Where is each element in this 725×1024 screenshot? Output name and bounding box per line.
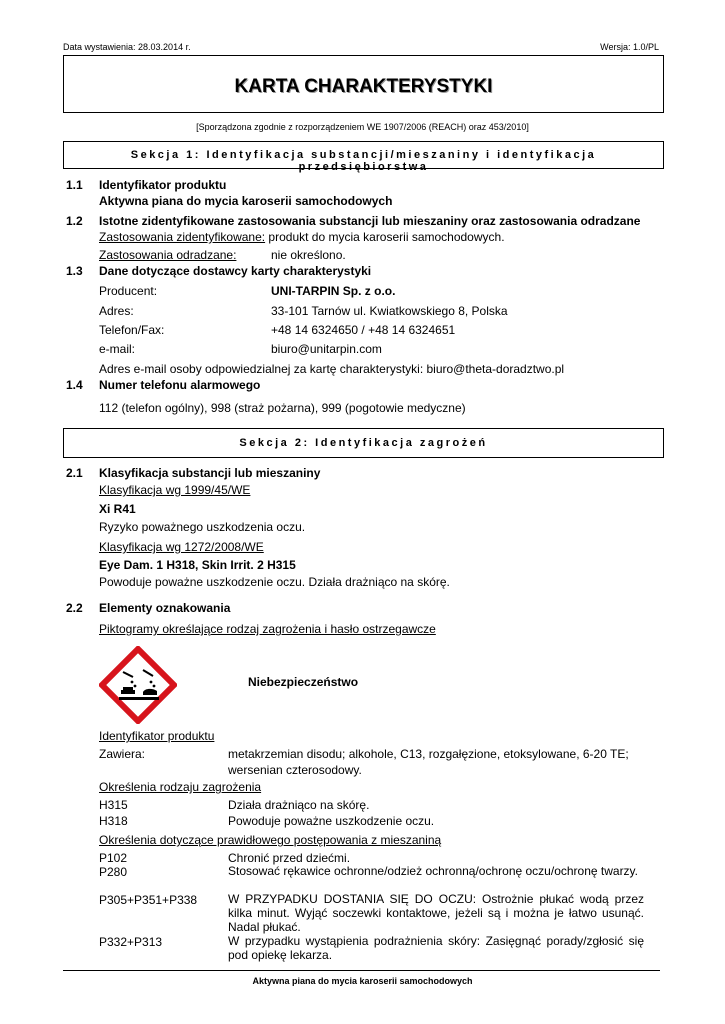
- responsible-email: Adres e-mail osoby odpowiedzialnej za kartę charakterystyki: biuro@theta-doradztwo.pl: [99, 362, 565, 376]
- precaution-text: Chronić przed dziećmi.: [228, 851, 351, 865]
- s11-title: Identyfikator produktu: [99, 178, 227, 192]
- class-1999-desc: Ryzyko poważnego uszkodzenia oczu.: [99, 520, 306, 534]
- address-label: Adres:: [99, 304, 134, 318]
- precaution-text: Stosować rękawice ochronne/odzież ochronną/ochronę oczu/ochronę twarzy.: [228, 864, 639, 878]
- s14-title: Numer telefonu alarmowego: [99, 378, 261, 392]
- page-title: KARTA CHARAKTERYSTYKI: [234, 76, 493, 97]
- precaution-text: W przypadku wystąpienia podrażnienia skóry: Zasięgnąć porady/zgłosić się pod opiekę lekarza.: [228, 934, 644, 962]
- hazard-code: H315: [99, 798, 128, 812]
- class-1999-code: Xi R41: [99, 502, 136, 516]
- precaution-code: P102: [99, 851, 128, 865]
- class-1272-code: Eye Dam. 1 H318, Skin Irrit. 2 H315: [99, 558, 296, 572]
- title-box: [63, 55, 664, 113]
- email-value: biuro@unitarpin.com: [271, 342, 382, 356]
- ghs-corrosion-icon: [99, 646, 177, 724]
- identified-uses: [99, 229, 505, 245]
- s14-num: 1.4: [66, 378, 83, 392]
- product-name: Aktywna piana do mycia karoserii samochodowych: [99, 194, 393, 208]
- s21-num: 2.1: [66, 466, 83, 480]
- advised-against-label: Zastosowania odradzane:: [99, 248, 237, 262]
- class-1999-label: Klasyfikacja wg 1999/45/WE: [99, 483, 251, 497]
- contains-label: Zawiera:: [99, 747, 146, 761]
- address-value: 33-101 Tarnów ul. Kwiatkowskiego 8, Polska: [271, 304, 508, 318]
- issue-date: Data wystawienia: 28.03.2014 r.: [63, 42, 191, 52]
- s12-num: 1.2: [66, 214, 83, 228]
- identified-uses-label: Zastosowania zidentyfikowane:: [99, 230, 266, 244]
- hazard-text: Działa drażniąco na skórę.: [228, 798, 370, 812]
- s21-title: Klasyfikacja substancji lub mieszaniny: [99, 466, 321, 480]
- section-1-header: [63, 141, 664, 173]
- regulation-note: [Sporządzona zgodnie z rozporządzeniem WE 1907/2006 (REACH) oraz 453/2010]: [196, 122, 529, 132]
- precaution-text: W PRZYPADKU DOSTANIA SIĘ DO OCZU: Ostrożnie płukać wodą przez kilka minut. Wyjąć soczewki kontaktowe, jeżeli są i można je łatwo usunąć. Nadal płukać.: [228, 892, 644, 934]
- s13-title: Dane dotyczące dostawcy karty charakterystyki: [99, 264, 372, 278]
- producer-label: Producent:: [99, 284, 158, 298]
- section-1-title: Sekcja 1: Identyfikacja substancji/mieszaniny i identyfikacja przedsiębiorstwa: [130, 149, 597, 173]
- s11-num: 1.1: [66, 178, 83, 192]
- section-2-header: [63, 428, 664, 458]
- footer-divider: [63, 970, 660, 971]
- phone-value: +48 14 6324650 / +48 14 6324651: [271, 323, 456, 337]
- s13-num: 1.3: [66, 264, 83, 278]
- precaution-code: P332+P313: [99, 935, 163, 949]
- signal-word: Niebezpieczeństwo: [248, 675, 359, 689]
- product-id-label: Identyfikator produktu: [99, 729, 215, 743]
- phone-label: Telefon/Fax:: [99, 323, 165, 337]
- identified-uses-value: produkt do mycia karoserii samochodowych.: [265, 230, 505, 244]
- pictogram-label: Piktogramy określające rodzaj zagrożenia i hasło ostrzegawcze: [99, 622, 436, 636]
- section-2-title: Sekcja 2: Identyfikacja zagrożeń: [239, 437, 488, 449]
- emergency-numbers: 112 (telefon ogólny), 998 (straż pożarna), 999 (pogotowie medyczne): [99, 401, 466, 415]
- advised-against-value: nie określono.: [271, 248, 346, 262]
- email-label: e-mail:: [99, 342, 136, 356]
- hazard-code: H318: [99, 814, 128, 828]
- s22-title: Elementy oznakowania: [99, 601, 231, 615]
- precaution-code: P280: [99, 865, 128, 879]
- contains-value: metakrzemian disodu; alkohole, C13, rozgałęzione, etoksylowane, 6-20 TE; wersenian czterosodowy.: [228, 747, 629, 777]
- class-1272-desc: Powoduje poważne uszkodzenie oczu. Działa drażniąco na skórę.: [99, 575, 450, 589]
- hazard-text: Powoduje poważne uszkodzenie oczu.: [228, 814, 435, 828]
- hazard-label: Określenia rodzaju zagrożenia: [99, 780, 262, 794]
- version: Wersja: 1.0/PL: [600, 42, 659, 52]
- precaution-code: P305+P351+P338: [99, 893, 198, 907]
- class-1272-label: Klasyfikacja wg 1272/2008/WE: [99, 540, 264, 554]
- s22-num: 2.2: [66, 601, 83, 615]
- footer-product: Aktywna piana do mycia karoserii samochodowych: [252, 976, 473, 986]
- s12-title: Istotne zidentyfikowane zastosowania substancji lub mieszaniny oraz zastosowania odradzane: [99, 214, 641, 228]
- precaution-label: Określenia dotyczące prawidłowego postępowania z mieszaniną: [99, 833, 442, 847]
- producer-value: UNI-TARPIN Sp. z o.o.: [271, 284, 396, 298]
